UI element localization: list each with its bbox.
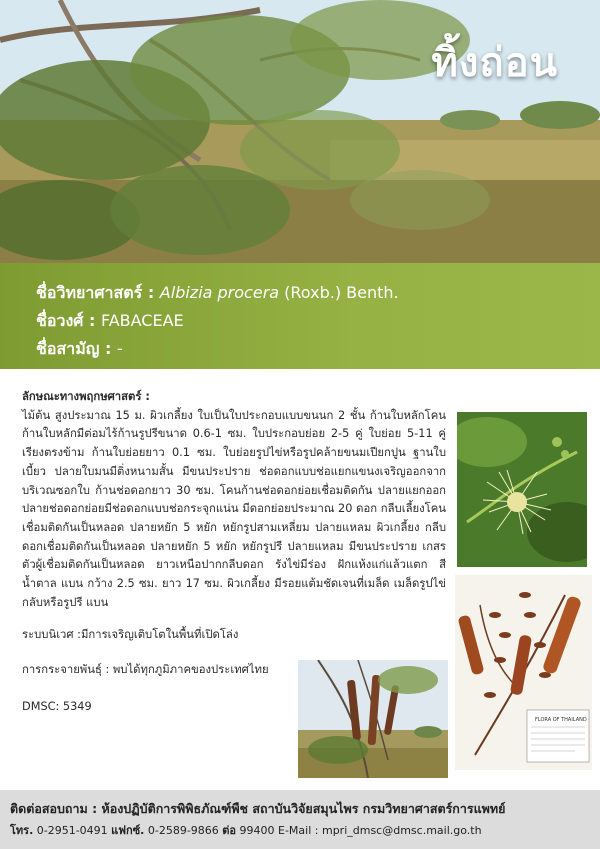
common-name-row: [36, 337, 123, 362]
dmsc-code: DMSC: 5349: [22, 699, 92, 713]
footer-contact: ติดต่อสอบถาม : ห้องปฏิบัติการพิพิธภัณฑ์พืช สถาบันวิจัยสมุนไพร กรมวิทยาศาสตร์การแพทย์: [10, 801, 506, 816]
botany-description: ไม้ต้น สูงประมาณ 15 ม. ผิวเกลี้ยง ใบเป็นใบประกอบแบบขนนก 2 ชั้น ก้านใบหลักโคนก้านใบหลักมีต่อมไร้ก้านรูปรีขนาด 0.6-1 ซม. ใบประกอบย่อย 2-5 คู่ ใบย่อย 5-11 คู่ เรียงตรงข้าม ก้านใบย่อยยาว 0.1 ซม. ใบย่อยรูปไข่หรือรูปคล้ายขนมเปียกปูน ฐานใบเบี้ยว ปลายใบมนมีติ่งหนามสั้น มีขนประปราย ช่อดอกแบบช่อแยกแขนงเจริญออกจากบริเวณซอกใบ ก้านช่อดอกยาว 30 ซม. โคนก้านช่อดอกย่อยเชื่อมติดกัน ปลายแยกออก ปลายช่อดอกย่อยมีช่อดอกแบบช่อกระจุกแน่น มีดอกย่อยประมาณ 20 ดอก กลีบเลี้ยงโคนเชื่อมติดกันเป็นหลอด ปลายหยัก 5 หยัก หยักรูปสามเหลี่ยม ปลายแหลม ผิวเกลี้ยง กลีบดอกเชื่อมติดกันเป็นหลอด ปลายหยัก 5 หยัก หยักรูปรี ปลายแหลม มีขนประปราย เกสรตัวผู้เชื่อมติดกันเป็นหลอด ยาวเหนือปากกลีบดอก รังไข่มีร่อง ฝักแห้งแก่แล้วแตก สีน้ำตาล แบน กว้าง 2.5 ซม. ยาว 17 ซม. ผิวเกลี้ยง มีรอยแต้มชัดเจนที่เมล็ด เมล็ดรูปไข่กลับหรือรูปรี แบน: [22, 408, 446, 609]
herbarium-specimen: [455, 575, 592, 770]
hero-photo: [0, 0, 600, 265]
flower-photo: [457, 412, 587, 567]
scientific-name-genus-species: Albizia procera: [159, 283, 280, 302]
ecology-text: ระบบนิเวศ :มีการเจริญเติบโตในพื้นที่เปิดโล่ง: [22, 628, 239, 642]
distribution-text: การกระจายพันธุ์ : พบได้ทุกภูมิภาคของประเทศไทย: [22, 663, 269, 677]
ext-label: ต่อ: [222, 824, 237, 837]
tel-label: โทร.: [10, 824, 34, 837]
common-name-label: ชื่อสามัญ :: [36, 339, 117, 358]
family-value: FABACEAE: [100, 311, 184, 330]
page-title: ทิ้งถ่อน: [431, 40, 558, 86]
botany-heading: ลักษณะทางพฤกษศาสตร์ :: [22, 390, 150, 403]
footer: [0, 790, 600, 849]
fax-label: แฟกซ์.: [111, 824, 145, 837]
pods-field-photo: [298, 660, 448, 778]
common-name-value: -: [116, 339, 123, 358]
scientific-name-label: ชื่อวิทยาศาสตร์ :: [36, 283, 160, 302]
footer-details: [10, 821, 482, 839]
scientific-name-author: (Roxb.) Benth.: [279, 283, 399, 302]
herbarium-label: FLORA OF THAILAND: [535, 717, 587, 723]
ext-email-value: 99400 E-Mail : mpri_dmsc@dmsc.mail.go.th: [236, 824, 482, 837]
tel-value: 0-2951-0491: [33, 824, 112, 837]
scientific-name-row: [36, 281, 399, 306]
family-label: ชื่อวงศ์ :: [36, 311, 101, 330]
family-row: [36, 309, 184, 334]
fax-value: 0-2589-9866: [144, 824, 223, 837]
taxonomy-band: [0, 263, 600, 369]
